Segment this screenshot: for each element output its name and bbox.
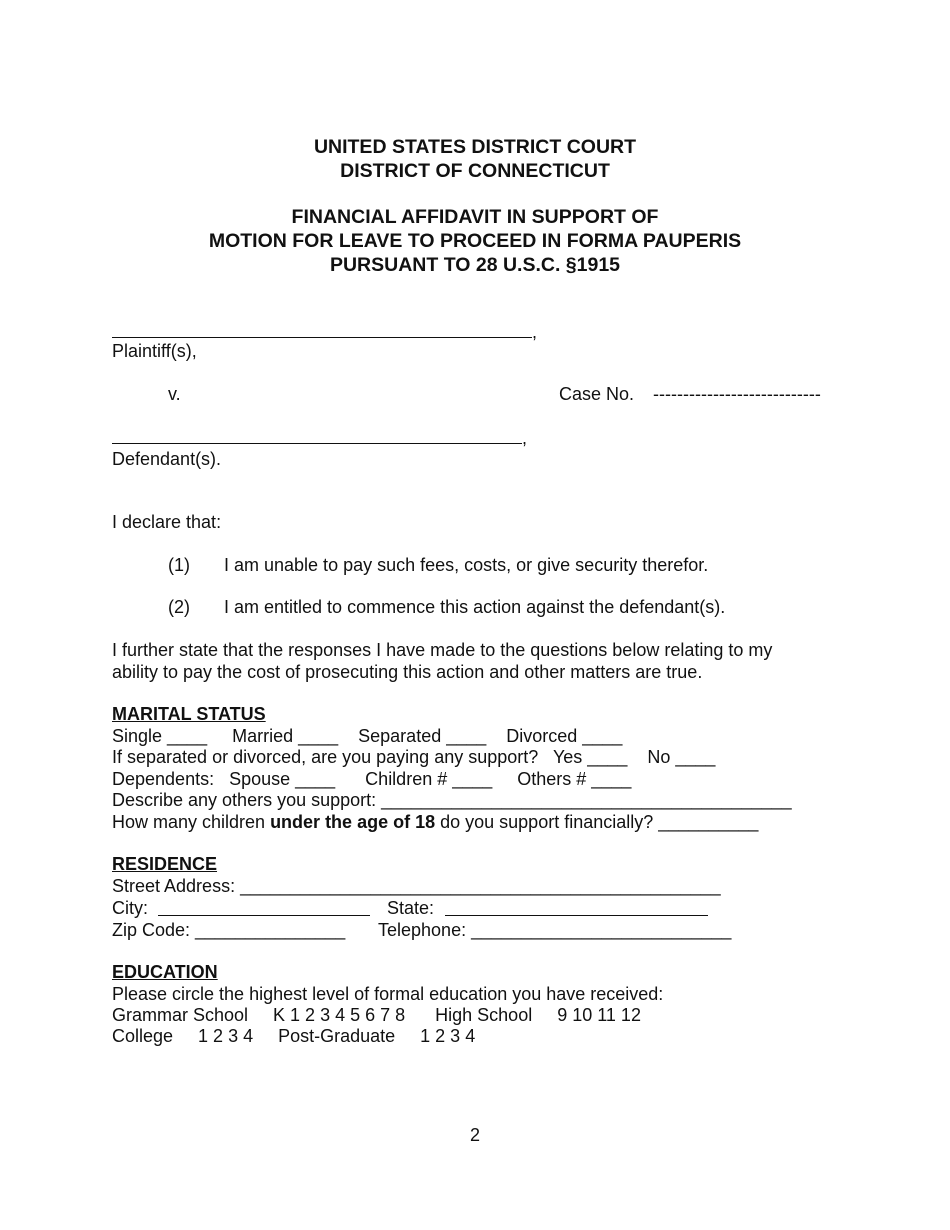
- education-heading: EDUCATION: [112, 962, 218, 982]
- declaration-item-number: (1): [168, 555, 190, 575]
- court-name: UNITED STATES DISTRICT COURT: [313, 136, 637, 158]
- dependents-fields[interactable]: Dependents: Spouse ____ Children # ____ Others # ____: [112, 769, 632, 789]
- residence-heading: RESIDENCE: [112, 854, 218, 874]
- declaration-item-text: I am entitled to commence this action against the defendant(s).: [224, 597, 726, 617]
- form-title-line-1: FINANCIAL AFFIDAVIT IN SUPPORT OF: [291, 206, 659, 228]
- city-input-line[interactable]: [158, 915, 370, 916]
- declaration-item-text: I am unable to pay such fees, costs, or give security therefor.: [224, 555, 709, 575]
- state-label: State:: [387, 898, 435, 918]
- street-address-field[interactable]: Street Address: ________________________________________________: [112, 876, 721, 896]
- education-instruction: Please circle the highest level of formal education you have received:: [112, 984, 664, 1004]
- children-under-18-field[interactable]: [112, 812, 758, 833]
- children-question-emphasis: under the age of 18: [270, 812, 436, 832]
- children-question-start: How many children: [112, 812, 271, 832]
- support-payment-question[interactable]: If separated or divorced, are you paying any support? Yes ____ No ____: [112, 747, 716, 767]
- marital-status-options[interactable]: Single ____ Married ____ Separated ____ Divorced ____: [112, 726, 623, 746]
- zip-code-field[interactable]: Zip Code: _______________: [112, 920, 346, 940]
- form-title-line-2: MOTION FOR LEAVE TO PROCEED IN FORMA PAUPERIS: [208, 230, 742, 252]
- further-statement-line-1: I further state that the responses I have made to the questions below relating to my: [112, 640, 773, 660]
- declaration-item-number: (2): [168, 597, 190, 617]
- case-no-label: Case No.: [559, 384, 635, 404]
- declare-intro: I declare that:: [112, 512, 222, 532]
- telephone-field[interactable]: Telephone: __________________________: [378, 920, 732, 940]
- city-label: City:: [112, 898, 148, 918]
- education-levels-college[interactable]: College 1 2 3 4 Post-Graduate 1 2 3 4: [112, 1026, 476, 1046]
- page-number: 2: [469, 1125, 480, 1145]
- plaintiff-comma: ,: [532, 322, 538, 342]
- state-input-line[interactable]: [445, 915, 708, 916]
- marital-status-heading: MARITAL STATUS: [112, 704, 266, 724]
- case-no-field[interactable]: ----------------------------: [653, 384, 821, 404]
- defendant-comma: ,: [522, 428, 528, 448]
- plaintiff-label: Plaintiff(s),: [112, 341, 197, 361]
- further-statement-line-2: ability to pay the cost of prosecuting this action and other matters are true.: [112, 662, 703, 682]
- education-levels-school[interactable]: Grammar School K 1 2 3 4 5 6 7 8 High School 9 10 11 12: [112, 1005, 641, 1025]
- others-supported-field[interactable]: Describe any others you support: _________________________________________: [112, 790, 792, 810]
- court-district: DISTRICT OF CONNECTICUT: [340, 160, 610, 182]
- versus-label: v.: [168, 384, 181, 404]
- plaintiff-name-line[interactable]: [112, 337, 532, 338]
- form-title-line-3: PURSUANT TO 28 U.S.C. §1915: [329, 254, 621, 276]
- defendant-name-line[interactable]: [112, 443, 522, 444]
- defendant-label: Defendant(s).: [112, 449, 222, 469]
- children-question-end: do you support financially? __________: [435, 812, 759, 832]
